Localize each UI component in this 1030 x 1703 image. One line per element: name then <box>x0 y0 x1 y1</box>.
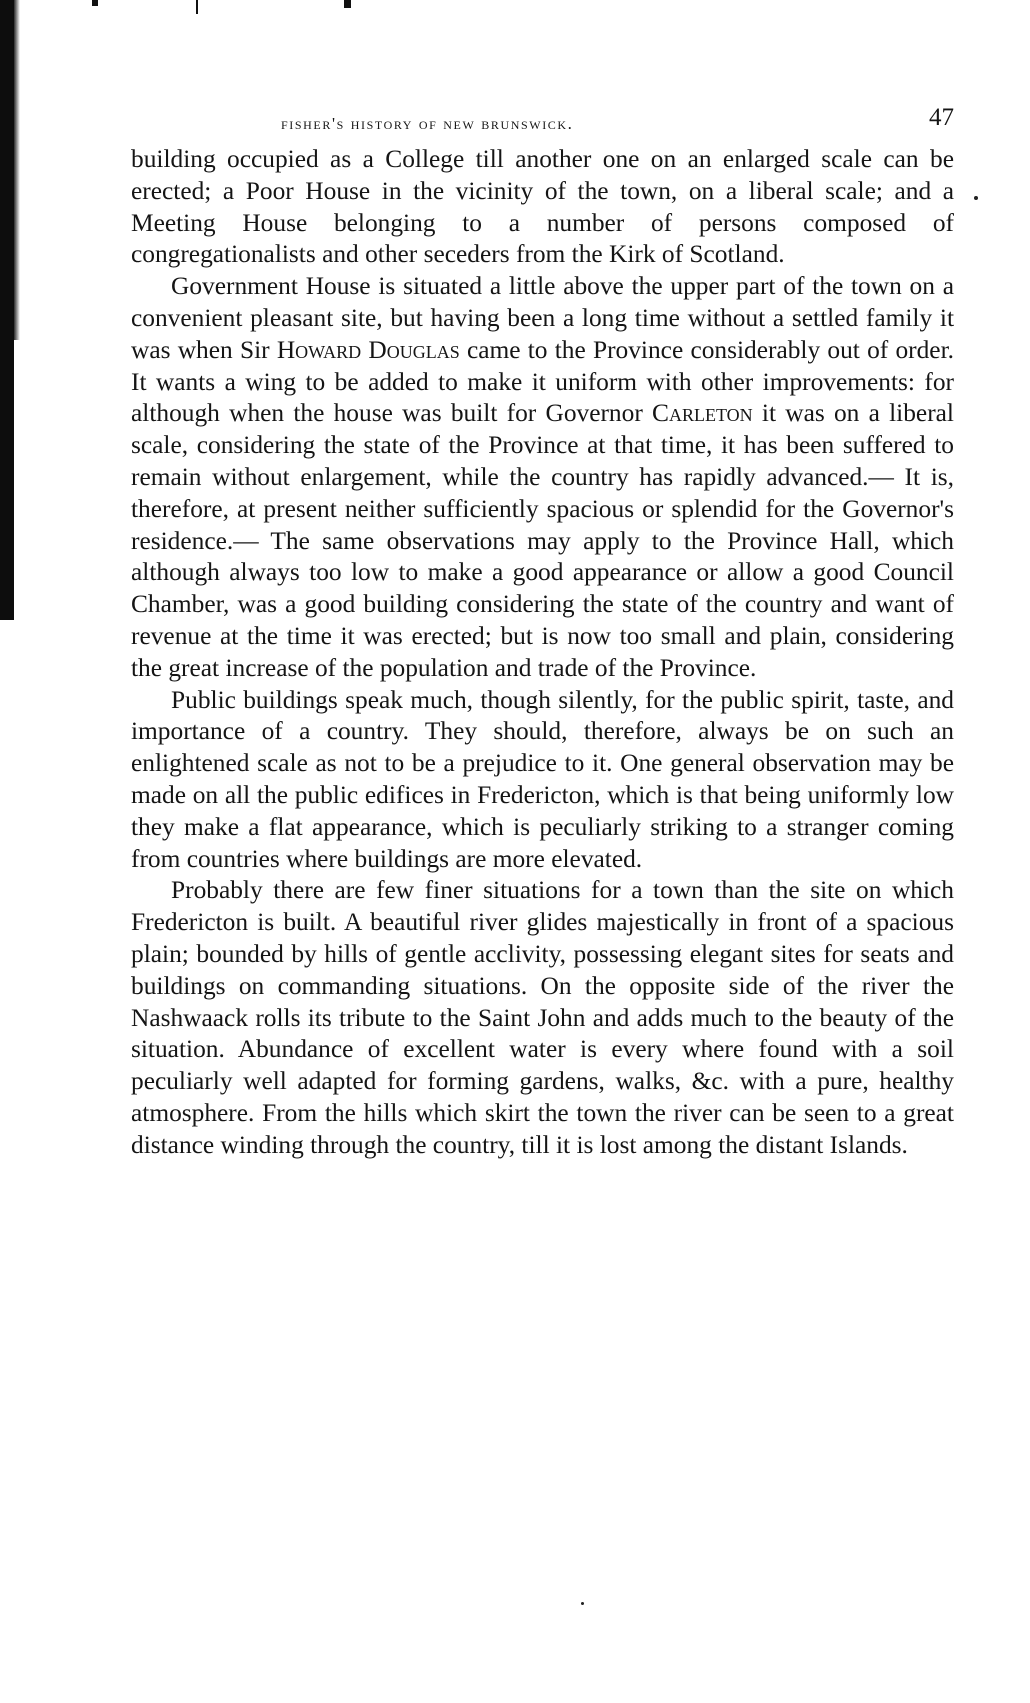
scan-binding-shadow <box>14 0 20 340</box>
paragraph-3 <box>131 685 954 876</box>
paragraph-4 <box>131 875 954 1161</box>
scan-mark <box>196 0 198 14</box>
body-text <box>131 144 954 1162</box>
scan-speck <box>974 196 978 200</box>
paragraph-2-text-a: Government House is situated a little above the upper part of the town on a convenient pleasant site, but having been a long time without a settled family it was when Sir <box>131 272 954 364</box>
paragraph-1-text: building occupied as a College till another one on an enlarged scale can be erected; a Poor House in the vicinity of the town, on a liberal scale; and a Meeting House belonging to a number of persons composed of congregationalists and other seceders from the Kirk of Scotland. <box>131 145 954 269</box>
running-head <box>131 100 954 144</box>
running-head-title: fisher's history of new brunswick. <box>281 114 574 133</box>
paragraph-4-text: Probably there are few finer situations for a town than the site on which Fredericton is built. A beautiful river glides majestically in front of a spacious plain; bounded by hills of gentle acclivity, possessing elegant sites for seats and buildings on commanding situations. On the opposite side of the river the Nashwaack rolls its tribute to the Saint John and adds much to the beauty of the situation. Abundance of excellent water is every where found with a soil peculiarly well adapted for forming gardens, walks, &c. with a pure, healthy atmosphere. From the hills which skirt the town the river can be seen to a great distance winding through the country, till it is lost among the distant Islands. <box>131 876 954 1159</box>
book-page <box>131 100 954 1162</box>
name-howard-douglas: Howard Douglas <box>276 335 460 364</box>
scan-speck <box>581 1602 584 1605</box>
paragraph-2-text-c: it was on a liberal scale, considering the state of the Province at that time, it has been suffered to remain without enlargement, while the country has rapidly advanced.— It is, therefore, at present neither sufficiently spacious or splendid for the Governor's residence.— The same observations may apply to the Province Hall, which although always too low to make a good appearance or allow a good Council Chamber, was a good building considering the state of the country and want of revenue at the time it was erected; but is now too small and plain, considering the great increase of the population and trade of the Province. <box>131 399 954 682</box>
paragraph-2 <box>131 271 954 684</box>
paragraph-3-text: Public buildings speak much, though silently, for the public spirit, taste, and importance of a country. They should, therefore, always be on such an enlightened scale as not to be a prejudice to it. One general observation may be made on all the public edifices in Fredericton, which is that being uniformly low they make a flat appearance, which is peculiarly striking to a stranger coming from countries where buildings are more elevated. <box>131 685 954 873</box>
paragraph-1 <box>131 144 954 271</box>
scan-mark <box>92 0 98 6</box>
page-number: 47 <box>929 104 954 131</box>
name-carleton: Carleton <box>652 399 753 428</box>
scan-mark <box>344 0 351 8</box>
scan-binding-edge <box>0 0 14 620</box>
paragraph-2-text-b: came to the Province considerably out of order. It wants a wing to be added to make it uniform with other improvements: for although when the house was built for Governor <box>131 335 954 428</box>
